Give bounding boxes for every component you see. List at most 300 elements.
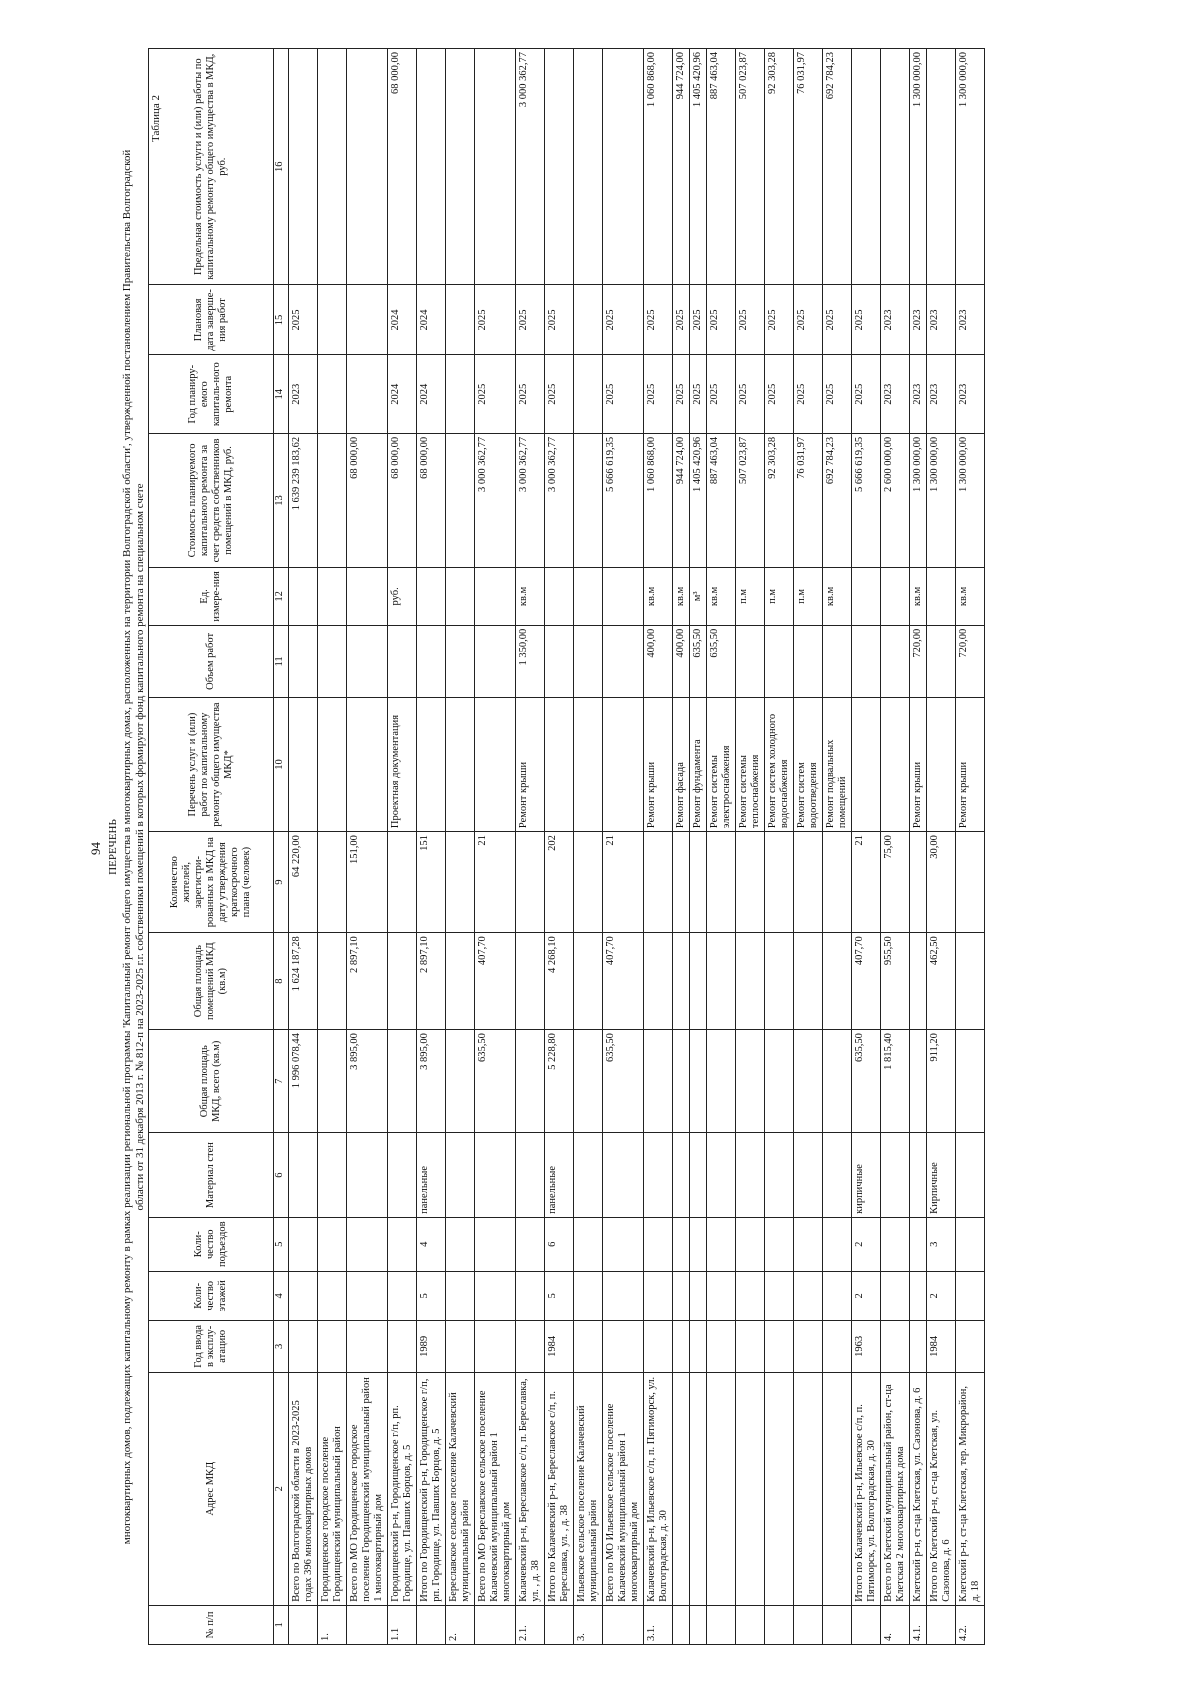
column-header: Перечень услуг и (или) работ по капитальному ремонту общего имущества МКД*	[149, 697, 274, 831]
column-header: Предельная стоимость услуги и (или) работы по капитальному ремонту общего имущества в МКД, руб.	[149, 49, 274, 285]
table-cell: 68 000,00	[347, 433, 388, 567]
table-cell: Городищенский р-н, Городищенское г/п, рп. Городище, ул. Павших Борцов, д. 5	[388, 1372, 417, 1605]
table-cell: 1 300 000,00	[956, 49, 985, 285]
table-cell	[446, 697, 475, 831]
table-cell	[956, 832, 985, 933]
table-cell: 1984	[545, 1321, 574, 1373]
table-row	[603, 49, 644, 1645]
table-cell	[707, 1271, 736, 1321]
table-cell	[956, 1217, 985, 1271]
table-cell	[823, 832, 852, 933]
table-cell	[417, 49, 446, 285]
table-cell	[475, 49, 516, 285]
table-cell	[673, 933, 690, 1030]
table-cell	[690, 1217, 707, 1271]
table-cell: 955,50	[881, 933, 910, 1030]
table-row	[475, 49, 516, 1645]
table-cell	[823, 1372, 852, 1605]
table-cell	[318, 285, 347, 355]
table-cell	[673, 1605, 690, 1644]
table-cell	[765, 1321, 794, 1373]
table-cell	[794, 1217, 823, 1271]
table-cell	[736, 1372, 765, 1605]
table-cell: Ремонт подвальных помещений	[823, 697, 852, 831]
page-number: 94	[88, 842, 103, 855]
column-header: Год планиру-емого капиталь-ного ремонта	[149, 355, 274, 433]
column-header: № п/п	[149, 1605, 274, 1644]
table-cell: 635,50	[852, 1030, 881, 1133]
table-cell: 2024	[388, 285, 417, 355]
document-subtitle: многоквартирных домов, подлежащих капитальному ремонту в рамках реализации региональной программы 'Капитальный ремонт общего имущества в многоквартирных домах, расположенных на территории Волгоградской области', утвержденной постановлением Правительства Волгоградской области от 31 декабря 2013 г. № 812-п на 2023-2025 г.г. собственники помещений в которых формируют фонд капитального ремонта на специальном счете	[121, 149, 146, 1545]
table-cell	[794, 1030, 823, 1133]
table-cell: 2 897,10	[347, 933, 388, 1030]
table-cell: Ильевское сельское поселение Калачевский муниципальный район	[574, 1372, 603, 1605]
table-cell: 1 060 868,00	[644, 433, 673, 567]
table-cell	[289, 568, 318, 626]
table-cell: 2023	[881, 285, 910, 355]
table-cell: 507 023,87	[736, 433, 765, 567]
table-cell: 3 895,00	[417, 1030, 446, 1133]
table-cell: Всего по МО Ильевское сельское поселение Калачевский муниципальный район 1 многоквартирный дом	[603, 1372, 644, 1605]
table-cell	[673, 1030, 690, 1133]
table-cell: 2025	[736, 355, 765, 433]
table-row	[644, 49, 673, 1645]
table-cell: 3 000 362,77	[516, 433, 545, 567]
table-cell	[736, 832, 765, 933]
table-cell	[318, 1217, 347, 1271]
table-cell: 2025	[289, 285, 318, 355]
table-cell	[690, 1372, 707, 1605]
table-cell: 2 600 000,00	[881, 433, 910, 567]
table-cell	[852, 625, 881, 697]
table-cell: 30,00	[927, 832, 956, 933]
table-cell	[574, 285, 603, 355]
table-row	[516, 49, 545, 1645]
table-cell: 68 000,00	[388, 433, 417, 567]
table-cell: 2025	[545, 285, 574, 355]
table-cell: 2025	[765, 285, 794, 355]
column-number: 9	[274, 832, 289, 933]
table-row	[690, 49, 707, 1645]
table-cell: 407,70	[475, 933, 516, 1030]
table-cell: 2025	[690, 355, 707, 433]
table-cell: Клетский р-н, ст-ца Клетская, тер. Микрорайон, д. 18	[956, 1372, 985, 1605]
table-cell	[318, 1133, 347, 1218]
table-cell: 944 724,00	[673, 433, 690, 567]
table-cell	[516, 1321, 545, 1373]
table-cell	[603, 625, 644, 697]
table-cell: кв.м	[516, 568, 545, 626]
column-header: Плановая дата заверше-ния работ	[149, 285, 274, 355]
table-cell: 2	[927, 1271, 956, 1321]
table-cell: 2025	[707, 355, 736, 433]
table-cell: 2025	[475, 355, 516, 433]
table-cell	[823, 625, 852, 697]
table-cell	[347, 285, 388, 355]
table-cell: 1 300 000,00	[910, 433, 927, 567]
table-cell	[910, 1217, 927, 1271]
table-cell: п.м	[765, 568, 794, 626]
mkd-repair-table	[148, 48, 985, 1645]
table-cell: панельные	[545, 1133, 574, 1218]
table-cell	[388, 1133, 417, 1218]
table-cell: 1 996 078,44	[289, 1030, 318, 1133]
table-cell	[603, 1321, 644, 1373]
table-cell	[417, 1605, 446, 1644]
table-cell: Ремонт крыши	[910, 697, 927, 831]
table-cell: 1 300 000,00	[927, 433, 956, 567]
table-cell	[318, 49, 347, 285]
table-cell: 507 023,87	[736, 49, 765, 285]
column-number: 3	[274, 1321, 289, 1373]
table-cell	[707, 1217, 736, 1271]
table-cell: 2023	[956, 285, 985, 355]
table-cell: 76 031,97	[794, 433, 823, 567]
table-cell	[956, 933, 985, 1030]
table-cell	[574, 568, 603, 626]
table-cell: 2025	[545, 355, 574, 433]
table-cell: 75,00	[881, 832, 910, 933]
table-row	[318, 49, 347, 1645]
table-cell	[516, 1133, 545, 1218]
table-cell	[881, 625, 910, 697]
table-cell: 407,70	[603, 933, 644, 1030]
table-cell	[707, 1321, 736, 1373]
table-cell: кв.м	[644, 568, 673, 626]
table-cell: 2025	[823, 355, 852, 433]
table-cell: 2025	[644, 355, 673, 433]
table-cell	[603, 1133, 644, 1218]
table-cell: 64 220,00	[289, 832, 318, 933]
column-number: 4	[274, 1271, 289, 1321]
table-cell	[673, 1271, 690, 1321]
table-cell	[736, 1217, 765, 1271]
table-cell	[603, 49, 644, 285]
table-cell	[545, 697, 574, 831]
column-header: Стоимость планируемого капитального ремонта за счет средств собственников помещений в МКД, руб.	[149, 433, 274, 567]
table-row	[852, 49, 881, 1645]
table-cell	[690, 933, 707, 1030]
table-cell: Всего по МО Городищенское городское поселение Городищенский муниципальный район 1 многоквартирный дом	[347, 1372, 388, 1605]
table-cell: 3 000 362,77	[516, 49, 545, 285]
table-cell	[910, 1133, 927, 1218]
table-cell: 5	[545, 1271, 574, 1321]
table-cell: Всего по Клетский муниципальный район, ст-ца Клетская 2 многоквартирных дома	[881, 1372, 910, 1605]
table-cell	[388, 625, 417, 697]
table-row	[881, 49, 910, 1645]
table-cell: 2025	[644, 285, 673, 355]
table-cell	[475, 1321, 516, 1373]
table-body	[274, 49, 985, 1645]
table-cell: панельные	[417, 1133, 446, 1218]
table-cell: 202	[545, 832, 574, 933]
table-cell: 1984	[927, 1321, 956, 1373]
table-cell: 3 895,00	[347, 1030, 388, 1133]
table-cell	[765, 1133, 794, 1218]
table-cell	[794, 1133, 823, 1218]
table-cell	[673, 1217, 690, 1271]
table-cell	[956, 1321, 985, 1373]
table-cell: 887 463,04	[707, 433, 736, 567]
column-number: 14	[274, 355, 289, 433]
table-cell: 4	[417, 1217, 446, 1271]
table-cell	[603, 1271, 644, 1321]
table-cell	[910, 1030, 927, 1133]
table-cell: 5	[417, 1271, 446, 1321]
table-cell: Итого по Городищенский р-н, Городищенское г/п, рп. Городище, ул. Павших Борцов, д. 5	[417, 1372, 446, 1605]
table-cell	[881, 568, 910, 626]
table-cell: 2025	[673, 355, 690, 433]
table-cell	[475, 625, 516, 697]
table-cell	[574, 49, 603, 285]
table-cell: 692 784,23	[823, 49, 852, 285]
table-cell	[289, 697, 318, 831]
table-cell	[318, 568, 347, 626]
table-cell	[644, 1217, 673, 1271]
table-cell	[765, 625, 794, 697]
table-cell	[516, 832, 545, 933]
table-cell	[347, 1217, 388, 1271]
table-cell: 1989	[417, 1321, 446, 1373]
table-cell: 151	[417, 832, 446, 933]
table-cell	[673, 1133, 690, 1218]
table-cell	[765, 1372, 794, 1605]
table-cell: 68 000,00	[388, 49, 417, 285]
table-cell: Калачевский р-н, Береславское с/п, п. Береславка, ул. , д. 38	[516, 1372, 545, 1605]
table-cell: Ремонт фундамента	[690, 697, 707, 831]
table-cell: 1 350,00	[516, 625, 545, 697]
table-cell	[852, 697, 881, 831]
table-cell	[347, 1133, 388, 1218]
table-row	[910, 49, 927, 1645]
table-cell	[707, 1372, 736, 1605]
table-cell: 2023	[910, 285, 927, 355]
table-cell	[673, 1372, 690, 1605]
table-cell: 2025	[794, 285, 823, 355]
table-cell	[736, 1605, 765, 1644]
table-cell: Ремонт систем холодного водоснабжения	[765, 697, 794, 831]
table-row	[545, 49, 574, 1645]
table-cell: Береславское сельское поселение Калачевский муниципальный район	[446, 1372, 475, 1605]
table-cell	[388, 1030, 417, 1133]
table-cell: 1 815,40	[881, 1030, 910, 1133]
table-cell: 911,20	[927, 1030, 956, 1133]
table-cell: 2.1.	[516, 1605, 545, 1644]
table-cell	[574, 1133, 603, 1218]
table-cell: 2025	[852, 355, 881, 433]
table-cell	[446, 832, 475, 933]
table-cell	[881, 697, 910, 831]
table-cell: 2024	[388, 355, 417, 433]
table-cell	[736, 933, 765, 1030]
table-cell	[417, 568, 446, 626]
table-cell: Ремонт системы теплоснабжения	[736, 697, 765, 831]
table-cell	[318, 1271, 347, 1321]
column-number: 16	[274, 49, 289, 285]
table-cell: 2023	[927, 355, 956, 433]
table-cell: 635,50	[603, 1030, 644, 1133]
table-cell: 2025	[475, 285, 516, 355]
table-cell: Проектная документация	[388, 697, 417, 831]
table-cell	[736, 1030, 765, 1133]
table-cell	[823, 933, 852, 1030]
table-cell	[644, 933, 673, 1030]
table-cell	[545, 568, 574, 626]
table-cell	[545, 1605, 574, 1644]
table-cell	[603, 1217, 644, 1271]
table-cell: кв.м	[910, 568, 927, 626]
table-cell: 5 666 619,35	[852, 433, 881, 567]
column-number: 8	[274, 933, 289, 1030]
table-row	[388, 49, 417, 1645]
table-cell: 4 268,10	[545, 933, 574, 1030]
table-cell: Всего по МО Береславское сельское поселение Калачевский муниципальный район 1 многоквартирный дом	[475, 1372, 516, 1605]
table-cell: п.м	[794, 568, 823, 626]
table-cell	[910, 832, 927, 933]
table-cell: 92 303,28	[765, 433, 794, 567]
column-header: Объем работ	[149, 625, 274, 697]
table-cell	[690, 1271, 707, 1321]
table-cell: 2025	[852, 285, 881, 355]
table-cell	[707, 832, 736, 933]
column-number: 12	[274, 568, 289, 626]
table-cell	[347, 625, 388, 697]
table-cell	[603, 568, 644, 626]
table-cell	[956, 1271, 985, 1321]
table-cell: Ремонт фасада	[673, 697, 690, 831]
table-cell: 5 666 619,35	[603, 433, 644, 567]
table-cell	[765, 1030, 794, 1133]
table-cell	[446, 1321, 475, 1373]
table-cell: 2	[852, 1217, 881, 1271]
table-cell	[574, 1321, 603, 1373]
table-cell: 887 463,04	[707, 49, 736, 285]
table-cell: 2025	[823, 285, 852, 355]
table-cell	[823, 1217, 852, 1271]
table-cell	[417, 625, 446, 697]
table-cell: Ремонт крыши	[956, 697, 985, 831]
table-cell: руб.	[388, 568, 417, 626]
table-cell	[347, 355, 388, 433]
column-number: 7	[274, 1030, 289, 1133]
table-cell: 1963	[852, 1321, 881, 1373]
column-number: 10	[274, 697, 289, 831]
table-cell	[388, 1217, 417, 1271]
document-title: ПЕРЕЧЕНЬ	[107, 819, 119, 875]
table-row	[736, 49, 765, 1645]
table-cell: 2023	[910, 355, 927, 433]
table-cell	[881, 1321, 910, 1373]
table-cell: 3.	[574, 1605, 603, 1644]
table-cell	[956, 1133, 985, 1218]
table-row	[347, 49, 388, 1645]
table-cell	[574, 433, 603, 567]
table-cell: 2024	[417, 285, 446, 355]
table-cell	[644, 832, 673, 933]
table-cell	[318, 433, 347, 567]
table-cell: 1 405 420,96	[690, 49, 707, 285]
table-cell: 635,50	[475, 1030, 516, 1133]
table-row	[673, 49, 690, 1645]
table-cell	[388, 832, 417, 933]
table-cell: 2025	[603, 355, 644, 433]
table-cell	[388, 1271, 417, 1321]
table-cell: м³	[690, 568, 707, 626]
table-cell	[765, 933, 794, 1030]
table-cell: Кирпичные	[927, 1133, 956, 1218]
table-cell	[289, 1271, 318, 1321]
table-cell: кирпичные	[852, 1133, 881, 1218]
table-cell: Итого по Клетский р-н, ст-ца Клетская, ул. Сазонова, д. 6	[927, 1372, 956, 1605]
table-cell: 1.	[318, 1605, 347, 1644]
table-cell: Всего по Волгоградской области в 2023-2025 годах 396 многоквартирных домов	[289, 1372, 318, 1605]
table-cell	[673, 832, 690, 933]
table-cell: 462,50	[927, 933, 956, 1030]
table-cell	[794, 1271, 823, 1321]
table-cell: 1 639 239 183,62	[289, 433, 318, 567]
table-cell: 400,00	[644, 625, 673, 697]
table-cell	[318, 1321, 347, 1373]
table-cell	[318, 933, 347, 1030]
table-cell	[574, 1271, 603, 1321]
column-header: Год ввода в эксплу-атацию	[149, 1321, 274, 1373]
table-cell: 92 303,28	[765, 49, 794, 285]
column-header: Коли-чество этажей	[149, 1271, 274, 1321]
table-cell	[318, 1030, 347, 1133]
table-cell: 635,50	[707, 625, 736, 697]
table-cell: 692 784,23	[823, 433, 852, 567]
table-cell: 4.1.	[910, 1605, 927, 1644]
table-cell	[910, 933, 927, 1030]
table-cell: 1 624 187,28	[289, 933, 318, 1030]
column-number: 11	[274, 625, 289, 697]
table-cell	[446, 625, 475, 697]
table-cell: 720,00	[910, 625, 927, 697]
table-cell	[794, 1605, 823, 1644]
table-cell	[823, 1321, 852, 1373]
table-cell	[446, 1217, 475, 1271]
table-cell	[736, 1271, 765, 1321]
table-cell: 21	[603, 832, 644, 933]
table-cell: 2025	[516, 285, 545, 355]
table-cell: 407,70	[852, 933, 881, 1030]
column-header: Материал стен	[149, 1133, 274, 1218]
table-cell: Клетский р-н, ст-ца Клетская, ул. Сазонова, д. 6	[910, 1372, 927, 1605]
table-cell	[927, 568, 956, 626]
table-cell	[347, 1605, 388, 1644]
table-row	[707, 49, 736, 1645]
table-row	[956, 49, 985, 1645]
table-cell	[289, 49, 318, 285]
table-cell	[644, 1133, 673, 1218]
table-cell	[475, 568, 516, 626]
table-cell	[644, 1321, 673, 1373]
table-row	[446, 49, 475, 1645]
table-cell	[574, 933, 603, 1030]
column-header: Ед. измере-ния	[149, 568, 274, 626]
column-number: 13	[274, 433, 289, 567]
table-cell: 1.1	[388, 1605, 417, 1644]
table-cell: 2023	[956, 355, 985, 433]
table-cell: 5 228,80	[545, 1030, 574, 1133]
table-cell	[881, 1217, 910, 1271]
table-cell	[516, 1030, 545, 1133]
table-cell	[446, 1030, 475, 1133]
table-cell: 400,00	[673, 625, 690, 697]
table-row	[823, 49, 852, 1645]
table-row	[927, 49, 956, 1645]
table-cell: 2023	[881, 355, 910, 433]
